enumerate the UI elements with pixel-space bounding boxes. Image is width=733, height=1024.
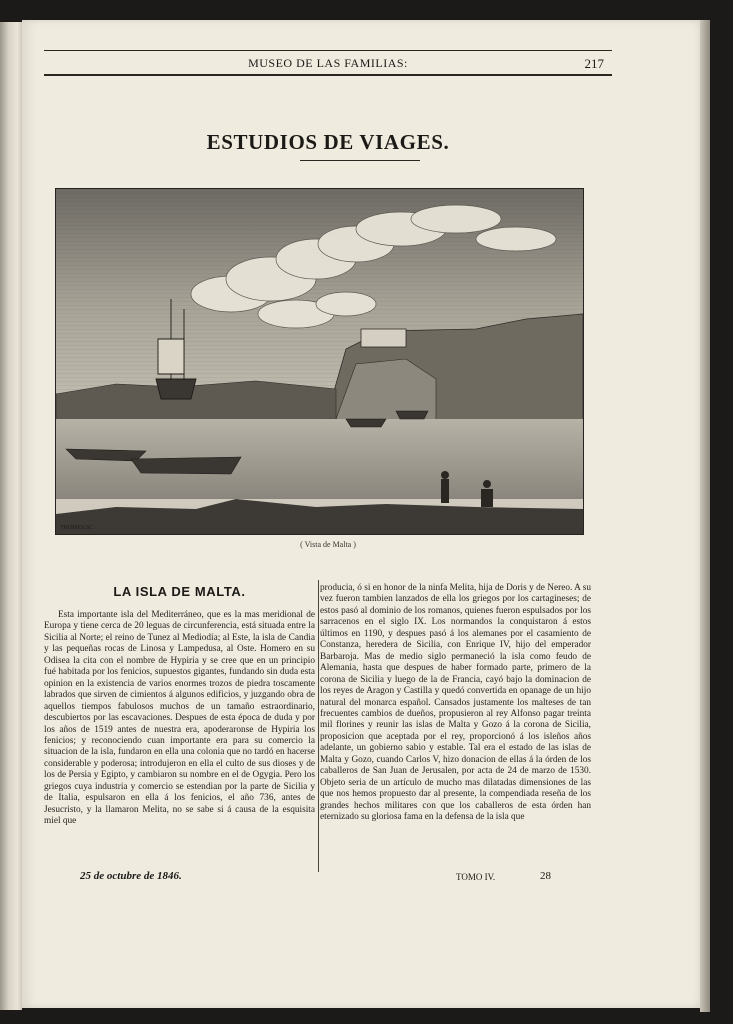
footer-signature: 28 <box>540 870 551 882</box>
left-shore <box>56 381 336 424</box>
article-right-column <box>320 583 591 824</box>
running-title: MUSEO DE LAS FAMILIAS: <box>248 56 408 70</box>
title-ornament-rule <box>300 160 420 161</box>
engraver-mark: TROMES.SC. <box>60 525 95 531</box>
foreground-rocks <box>56 499 583 534</box>
footer-date: 25 de octubre de 1846. <box>80 870 182 882</box>
engraving-view-of-malta <box>55 188 584 535</box>
page-right-edge <box>700 20 710 1012</box>
right-column-text: producia, ó si en honor de la ninfa Melita, hija de Doris y de Nereo. A su vez fueron tambien lanzados de ella los griegos por los cartagineses; de estos pasó al dominio de los romanos, quienes fueron espulsados por los sarracenos en el siglo IX. Los normandos la conquistaron á estos últimos en 1190, y despues pasó á los alemanes por el casamiento de Constanza, heredera de Sicilia, con Enrique IV, hijo del emperador Barbaroja. Mas de medio siglo permaneció la isla como feudo de Alemania, hasta que despues de haber formado parte, primero de la corona de Sicilia y luego de la de Francia, cayó bajo la dominacion de los reyes de Aragon y Castilla y quedó convertida en opanage de un hijo natural del monarca español. Cansados justamente los malteses de tan frecuentes cambios de dueños, propusieron al rey Alfonso pagar treinta mil florines y reunir las islas de Malta y Gozo á la corona de Sicilia, proposicion que aceptada por el rey, proporcionó á los isleños años adelante, un gobierno sabio y estable. Tal era el estado de las islas de Malta y Gozo, cuando Carlos V, hizo donacion de ellas á la órden de los caballeros de San Juan de Jerusalen, por acta de 24 de marzo de 1530. Objeto seria de un artículo de mucho mas dilatadas dimensiones de las que nos hemos propuesto dar al presente, la compendiada reseña de los grandes hechos militares con que los caballeros de esta órden han eternizado su gloriosa fama en la defensa de la isla que <box>320 583 591 823</box>
header-bottom-rule <box>44 74 612 76</box>
article-title: LA ISLA DE MALTA. <box>113 584 246 599</box>
column-rule <box>318 580 319 872</box>
left-column-text: Esta importante isla del Mediterráneo, que es la mas meridional de Europa y tiene cerca de 20 leguas de circunferencia, está situada entre la Sicilia al Norte; el reino de Tunez al Mediodía; al Este, la isla de Candia y las pequeñas rocas de Linosa y Lampedusa, al Oste. Homero en su Odisea la cita con el nombre de Hypiria y se cree que en un principio fué habitada por los fenicios, supuestos gigantes, fundando sin duda esta opinion en la existencia de varios enormes trozos de piedra toscamente labrados que sirven de cimientos á algunos edificios, y juzgando obra de aquellos tiempos fabulosos muchos de un tamaño estraordinario, descubiertos por las escavaciones. Despues de esta época de duda y por los años de 1519 antes de nuestra era, apoderaronse de Hypiria los fenicios; y reconociendo cuan importante era para su comercio la situacion de la isla, fundaron en ella una colonia que no tardó en hacerse considerable y poderosa; introdujeron en ella el culto de sus dioses y de los de Persia y Egipto, y cambiaron su nombre en el de Ogygia. Pero los griegos cuya industria y comercio se estendian por la parte de Sicilia y de Italia, espulsaron en ella á los fenicios, el año 736, antes de Jesucristo, y la llamaron Melita, no se sabe si á causa de la esquisita miel que <box>44 610 315 827</box>
book-left-edge <box>0 22 22 1010</box>
fort-building <box>361 329 406 347</box>
footer-volume: TOMO IV. <box>456 872 496 882</box>
header-top-rule <box>44 50 612 51</box>
figure-caption: ( Vista de Malta ) <box>300 540 356 549</box>
running-header <box>44 54 612 72</box>
section-title: ESTUDIOS DE VIAGES. <box>206 130 450 154</box>
page-number: 217 <box>584 56 604 71</box>
